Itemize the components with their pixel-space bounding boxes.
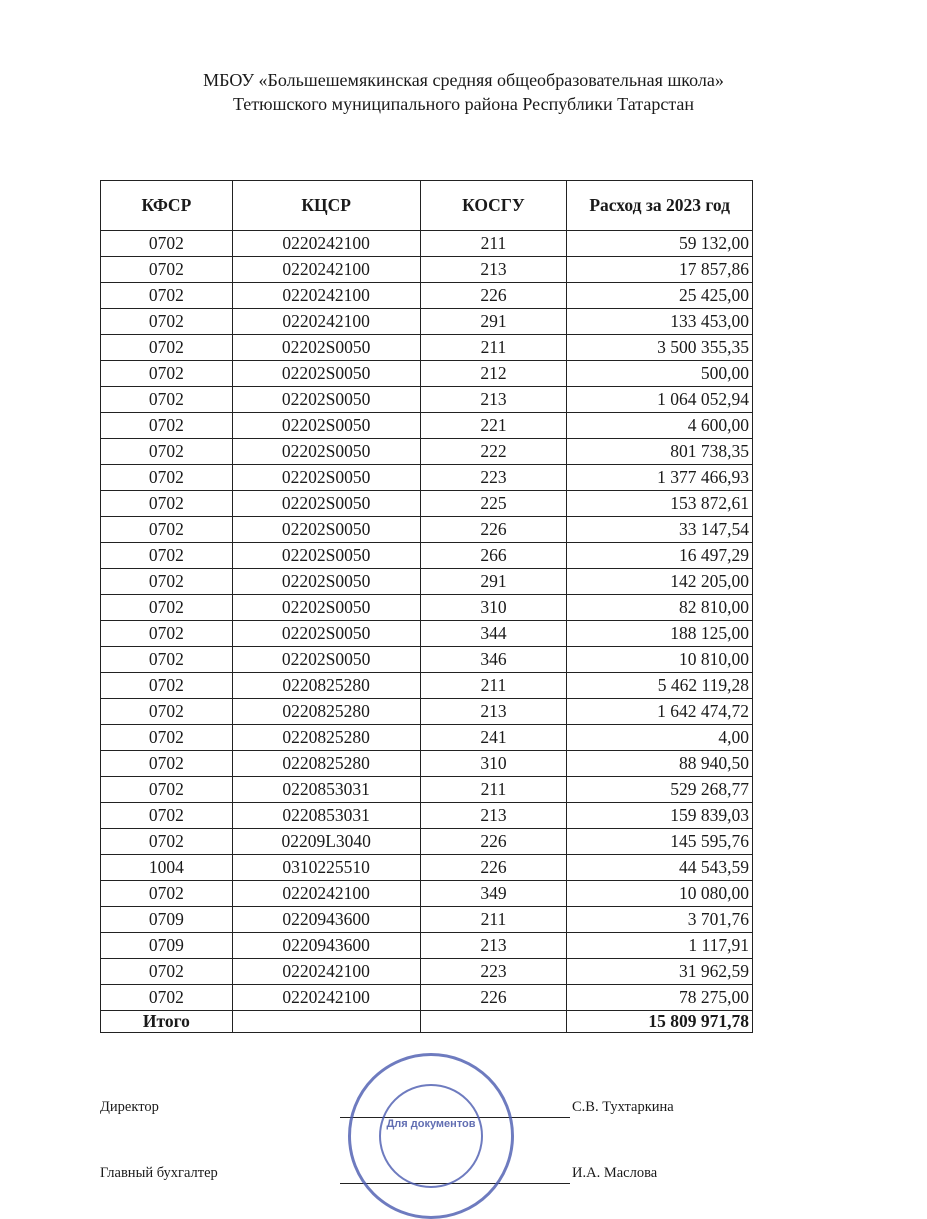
cell-kcsr: 0220943600 xyxy=(232,907,420,933)
cell-expense: 142 205,00 xyxy=(567,569,753,595)
cell-kfsr: 0702 xyxy=(101,621,233,647)
cell-kfsr: 0702 xyxy=(101,829,233,855)
table-row xyxy=(101,621,753,647)
cell-expense: 4,00 xyxy=(567,725,753,751)
cell-kcsr: 0220943600 xyxy=(232,933,420,959)
cell-kfsr: 0702 xyxy=(101,673,233,699)
cell-kosgu: 226 xyxy=(420,855,567,881)
empty-cell xyxy=(232,1011,420,1033)
stamp-text: Для документов xyxy=(386,1118,476,1130)
cell-expense: 44 543,59 xyxy=(567,855,753,881)
cell-kcsr: 0220242100 xyxy=(232,257,420,283)
cell-kosgu: 211 xyxy=(420,777,567,803)
cell-kcsr: 0220242100 xyxy=(232,881,420,907)
cell-kcsr: 02202S0050 xyxy=(232,387,420,413)
cell-kfsr: 0702 xyxy=(101,413,233,439)
cell-kcsr: 02202S0050 xyxy=(232,647,420,673)
cell-kcsr: 02202S0050 xyxy=(232,439,420,465)
table-row xyxy=(101,517,753,543)
cell-kcsr: 02202S0050 xyxy=(232,413,420,439)
table-row xyxy=(101,647,753,673)
table-header xyxy=(101,181,753,231)
table-row xyxy=(101,543,753,569)
table-row xyxy=(101,283,753,309)
cell-kcsr: 02209L3040 xyxy=(232,829,420,855)
cell-kfsr: 0702 xyxy=(101,231,233,257)
table-row xyxy=(101,855,753,881)
table-row xyxy=(101,439,753,465)
table-row xyxy=(101,881,753,907)
cell-kcsr: 0220825280 xyxy=(232,673,420,699)
cell-kosgu: 213 xyxy=(420,803,567,829)
cell-expense: 16 497,29 xyxy=(567,543,753,569)
cell-kosgu: 211 xyxy=(420,673,567,699)
cell-kcsr: 02202S0050 xyxy=(232,595,420,621)
cell-kcsr: 0220853031 xyxy=(232,803,420,829)
cell-kcsr: 0220853031 xyxy=(232,777,420,803)
cell-kosgu: 291 xyxy=(420,309,567,335)
cell-kfsr: 0702 xyxy=(101,751,233,777)
cell-kfsr: 0702 xyxy=(101,569,233,595)
cell-kfsr: 0702 xyxy=(101,283,233,309)
table-row xyxy=(101,985,753,1011)
cell-kosgu: 291 xyxy=(420,569,567,595)
cell-expense: 10 080,00 xyxy=(567,881,753,907)
cell-kcsr: 02202S0050 xyxy=(232,569,420,595)
cell-kfsr: 0702 xyxy=(101,777,233,803)
cell-kcsr: 0310225510 xyxy=(232,855,420,881)
table-row xyxy=(101,777,753,803)
cell-expense: 500,00 xyxy=(567,361,753,387)
director-label: Директор xyxy=(100,1099,159,1115)
table-row xyxy=(101,803,753,829)
cell-expense: 3 701,76 xyxy=(567,907,753,933)
table-row xyxy=(101,231,753,257)
total-row xyxy=(101,1011,753,1033)
col-header-expense: Расход за 2023 год xyxy=(567,181,753,231)
cell-kcsr: 0220825280 xyxy=(232,751,420,777)
cell-kosgu: 266 xyxy=(420,543,567,569)
cell-kcsr: 02202S0050 xyxy=(232,543,420,569)
cell-kosgu: 211 xyxy=(420,335,567,361)
cell-kfsr: 0702 xyxy=(101,699,233,725)
table-row xyxy=(101,959,753,985)
cell-kcsr: 02202S0050 xyxy=(232,335,420,361)
cell-expense: 4 600,00 xyxy=(567,413,753,439)
cell-kfsr: 0702 xyxy=(101,517,233,543)
col-header-kosgu: КОСГУ xyxy=(420,181,567,231)
table-row xyxy=(101,907,753,933)
cell-kcsr: 02202S0050 xyxy=(232,361,420,387)
table-row xyxy=(101,413,753,439)
cell-kfsr: 0709 xyxy=(101,933,233,959)
cell-kfsr: 0702 xyxy=(101,465,233,491)
cell-kfsr: 0702 xyxy=(101,257,233,283)
cell-expense: 1 064 052,94 xyxy=(567,387,753,413)
cell-expense: 153 872,61 xyxy=(567,491,753,517)
cell-expense: 33 147,54 xyxy=(567,517,753,543)
cell-kosgu: 213 xyxy=(420,933,567,959)
org-subtitle: Тетюшского муниципального района Республики Татарстан xyxy=(232,94,695,114)
cell-kosgu: 226 xyxy=(420,829,567,855)
table-row xyxy=(101,933,753,959)
cell-kcsr: 0220825280 xyxy=(232,699,420,725)
cell-kosgu: 213 xyxy=(420,257,567,283)
cell-kfsr: 0702 xyxy=(101,335,233,361)
official-stamp xyxy=(348,1053,514,1219)
cell-kcsr: 0220242100 xyxy=(232,283,420,309)
cell-expense: 801 738,35 xyxy=(567,439,753,465)
total-label: Итого xyxy=(101,1011,233,1033)
cell-expense: 88 940,50 xyxy=(567,751,753,777)
cell-kosgu: 226 xyxy=(420,517,567,543)
cell-kosgu: 212 xyxy=(420,361,567,387)
table-row xyxy=(101,257,753,283)
table-row xyxy=(101,673,753,699)
table-row xyxy=(101,387,753,413)
cell-kfsr: 0702 xyxy=(101,647,233,673)
cell-expense: 1 117,91 xyxy=(567,933,753,959)
accountant-name: И.А. Маслова xyxy=(572,1165,658,1181)
cell-kcsr: 02202S0050 xyxy=(232,491,420,517)
cell-kfsr: 0702 xyxy=(101,491,233,517)
cell-kosgu: 225 xyxy=(420,491,567,517)
cell-kfsr: 0702 xyxy=(101,595,233,621)
cell-kcsr: 02202S0050 xyxy=(232,465,420,491)
cell-kfsr: 0702 xyxy=(101,361,233,387)
cell-kosgu: 241 xyxy=(420,725,567,751)
cell-kfsr: 0702 xyxy=(101,309,233,335)
cell-expense: 59 132,00 xyxy=(567,231,753,257)
cell-kosgu: 221 xyxy=(420,413,567,439)
cell-kcsr: 02202S0050 xyxy=(232,517,420,543)
org-title: МБОУ «Большешемякинская средняя общеобразовательная школа» xyxy=(203,70,724,90)
cell-expense: 529 268,77 xyxy=(567,777,753,803)
cell-kosgu: 213 xyxy=(420,699,567,725)
table-row xyxy=(101,309,753,335)
cell-kfsr: 0702 xyxy=(101,881,233,907)
total-value: 15 809 971,78 xyxy=(567,1011,753,1033)
cell-kcsr: 0220242100 xyxy=(232,309,420,335)
cell-expense: 5 462 119,28 xyxy=(567,673,753,699)
table-row xyxy=(101,699,753,725)
cell-expense: 10 810,00 xyxy=(567,647,753,673)
table-row xyxy=(101,465,753,491)
col-header-kfsr: КФСР xyxy=(101,181,233,231)
cell-kosgu: 211 xyxy=(420,907,567,933)
cell-kfsr: 1004 xyxy=(101,855,233,881)
cell-expense: 145 595,76 xyxy=(567,829,753,855)
table-row xyxy=(101,361,753,387)
cell-kcsr: 0220242100 xyxy=(232,959,420,985)
cell-expense: 25 425,00 xyxy=(567,283,753,309)
cell-kosgu: 226 xyxy=(420,985,567,1011)
cell-expense: 188 125,00 xyxy=(567,621,753,647)
expense-table xyxy=(100,180,753,1033)
cell-kosgu: 310 xyxy=(420,751,567,777)
col-header-kcsr: КЦСР xyxy=(232,181,420,231)
cell-kosgu: 222 xyxy=(420,439,567,465)
cell-kfsr: 0702 xyxy=(101,725,233,751)
empty-cell xyxy=(420,1011,567,1033)
cell-kosgu: 344 xyxy=(420,621,567,647)
cell-expense: 78 275,00 xyxy=(567,985,753,1011)
cell-kfsr: 0702 xyxy=(101,439,233,465)
table-row xyxy=(101,569,753,595)
cell-kfsr: 0702 xyxy=(101,959,233,985)
cell-expense: 1 377 466,93 xyxy=(567,465,753,491)
cell-expense: 17 857,86 xyxy=(567,257,753,283)
cell-kosgu: 211 xyxy=(420,231,567,257)
cell-kosgu: 223 xyxy=(420,465,567,491)
cell-kfsr: 0702 xyxy=(101,387,233,413)
cell-kosgu: 346 xyxy=(420,647,567,673)
cell-kfsr: 0702 xyxy=(101,803,233,829)
cell-kosgu: 213 xyxy=(420,387,567,413)
cell-kosgu: 226 xyxy=(420,283,567,309)
table-row xyxy=(101,725,753,751)
cell-kosgu: 223 xyxy=(420,959,567,985)
table-row xyxy=(101,829,753,855)
cell-expense: 3 500 355,35 xyxy=(567,335,753,361)
cell-kosgu: 310 xyxy=(420,595,567,621)
cell-kosgu: 349 xyxy=(420,881,567,907)
cell-expense: 82 810,00 xyxy=(567,595,753,621)
cell-expense: 133 453,00 xyxy=(567,309,753,335)
table-row xyxy=(101,491,753,517)
accountant-label: Главный бухгалтер xyxy=(100,1165,218,1181)
table-row xyxy=(101,595,753,621)
table-row xyxy=(101,335,753,361)
cell-kcsr: 02202S0050 xyxy=(232,621,420,647)
cell-kfsr: 0702 xyxy=(101,543,233,569)
table-row xyxy=(101,751,753,777)
cell-kfsr: 0709 xyxy=(101,907,233,933)
cell-kcsr: 0220825280 xyxy=(232,725,420,751)
cell-kcsr: 0220242100 xyxy=(232,985,420,1011)
cell-expense: 159 839,03 xyxy=(567,803,753,829)
cell-expense: 31 962,59 xyxy=(567,959,753,985)
cell-kfsr: 0702 xyxy=(101,985,233,1011)
director-name: С.В. Тухтаркина xyxy=(572,1099,674,1115)
cell-expense: 1 642 474,72 xyxy=(567,699,753,725)
cell-kcsr: 0220242100 xyxy=(232,231,420,257)
